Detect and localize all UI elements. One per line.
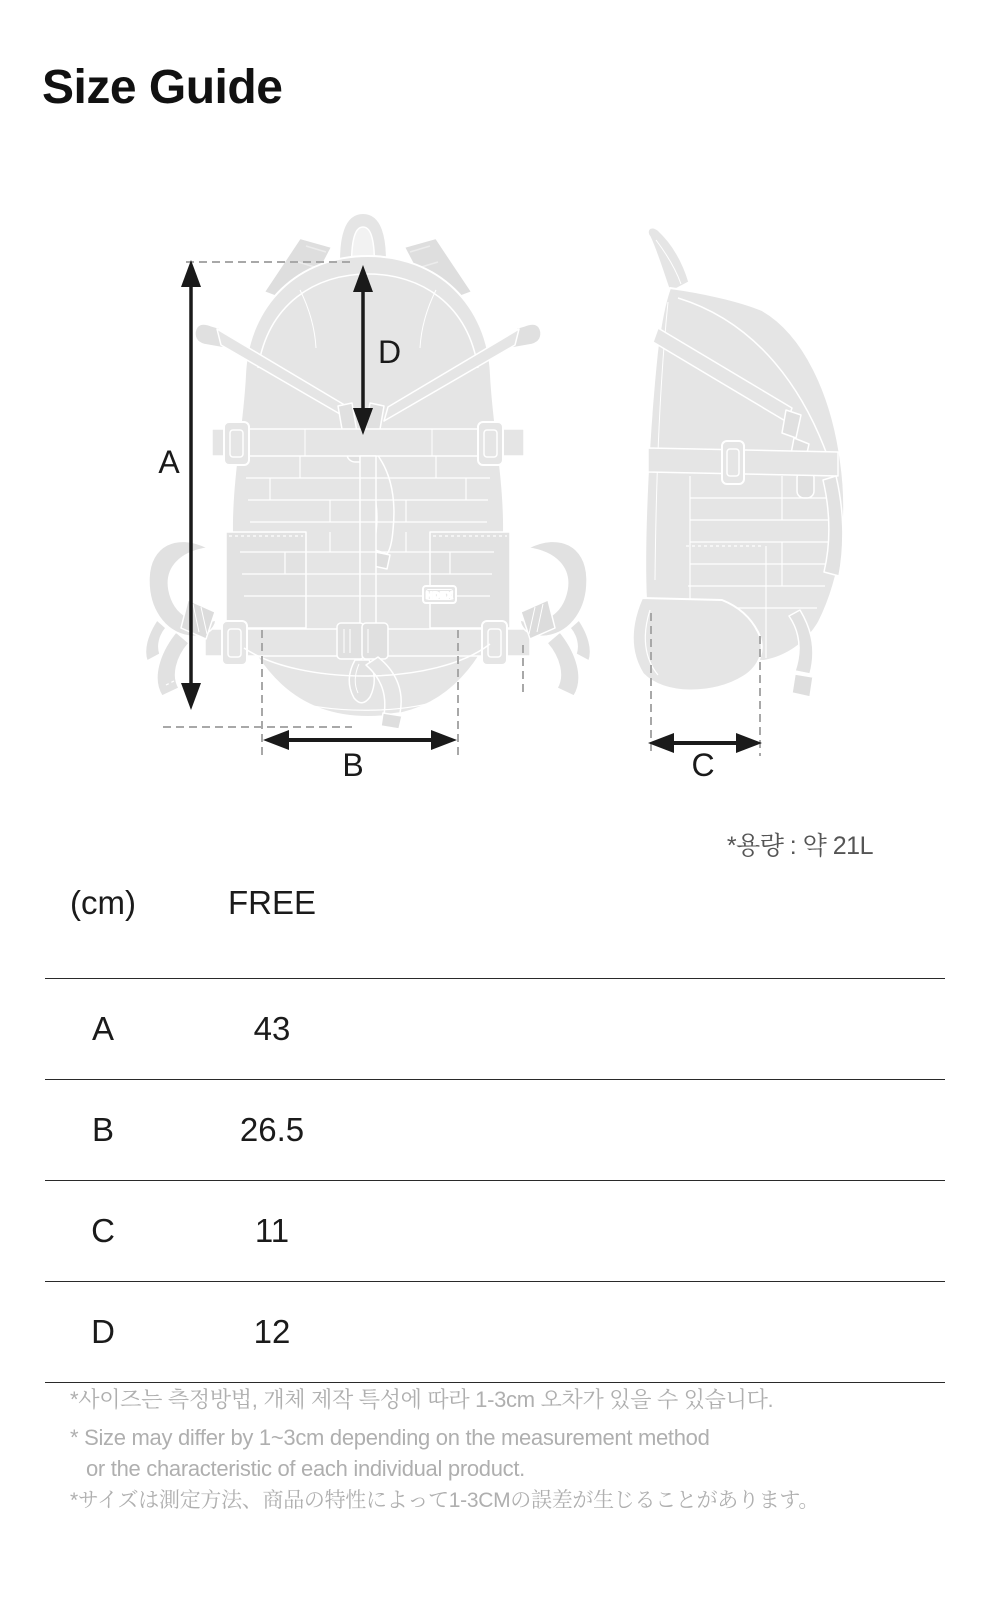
dimension-label-b: B bbox=[342, 747, 364, 783]
brand-label: HDEX bbox=[425, 590, 454, 601]
size-header-cell: FREE bbox=[227, 884, 316, 921]
capacity-note: *용량 : 약 21L bbox=[726, 832, 873, 860]
size-diagram bbox=[0, 180, 1000, 810]
dimension-label-a: A bbox=[158, 444, 180, 480]
value-cell: 12 bbox=[253, 1313, 291, 1350]
table-row-a bbox=[45, 978, 945, 1079]
value-cell: 11 bbox=[254, 1212, 290, 1249]
table-row-b bbox=[45, 1079, 945, 1180]
side-loop-right bbox=[520, 541, 591, 696]
dimension-cell: D bbox=[91, 1313, 115, 1350]
size-table-header bbox=[45, 860, 945, 978]
side-loop-left bbox=[145, 541, 216, 696]
footnote-english-line1: * Size may differ by 1~3cm depending on the measurement method bbox=[70, 1425, 710, 1450]
value-cell: 26.5 bbox=[239, 1111, 305, 1148]
page-title: Size Guide bbox=[42, 61, 283, 114]
dimension-cell: A bbox=[91, 1010, 114, 1047]
value-cell: 43 bbox=[253, 1010, 291, 1047]
dimension-cell: C bbox=[91, 1212, 115, 1249]
table-row-d bbox=[45, 1281, 945, 1383]
dimension-cell: B bbox=[91, 1111, 114, 1148]
footnote-english-line2: or the characteristic of each individual product. bbox=[86, 1456, 525, 1481]
footnotes bbox=[70, 1384, 960, 1516]
dimension-label-c: C bbox=[691, 747, 715, 783]
brand-patch bbox=[423, 586, 456, 603]
size-table bbox=[45, 860, 945, 1383]
dimension-label-d: D bbox=[378, 334, 402, 370]
footnote-korean: *사이즈는 측정방법, 개체 제작 특성에 따라 1-3cm 오차가 있을 수 있습니다. bbox=[70, 1387, 774, 1412]
footnote-japanese: *サイズは測定方法、商品の特性によって1-3CMの誤差が生じることがあります。 bbox=[70, 1489, 820, 1512]
backpack-side-illustration bbox=[633, 228, 844, 697]
unit-header-cell: (cm) bbox=[70, 884, 136, 921]
table-row-c bbox=[45, 1180, 945, 1281]
